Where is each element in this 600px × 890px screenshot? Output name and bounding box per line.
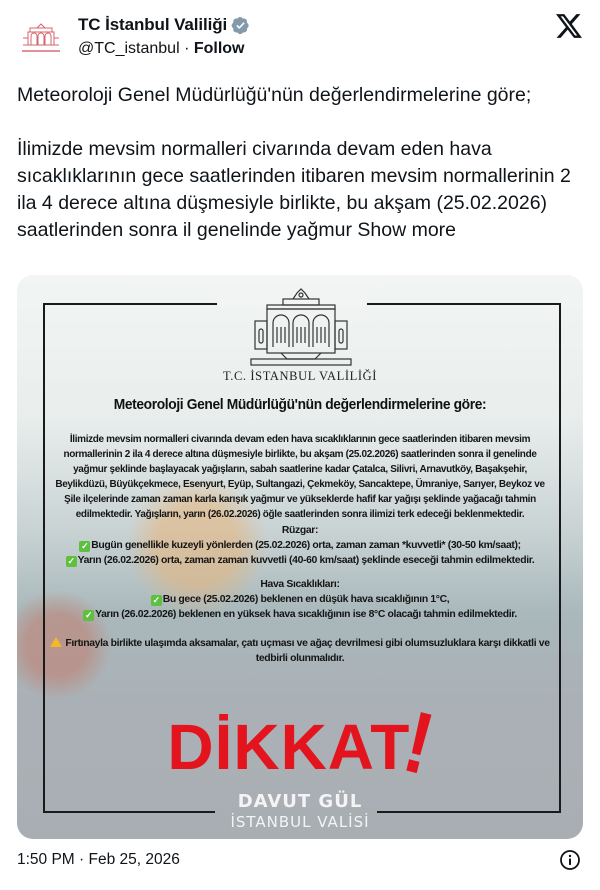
governorship-building-emblem-icon [231, 281, 371, 371]
emblem-label: T.C. İSTANBUL VALİLİĞİ [222, 369, 378, 383]
temperature-section [45, 577, 555, 622]
wind-item [45, 538, 555, 553]
temperature-item-text: Bu gece (25.02.2026) beklenen en düşük hava sıcaklığının 1°C, [162, 594, 450, 605]
exclamation-mark: ! [395, 692, 445, 795]
tweet-text [17, 82, 587, 244]
alert-word: DİKKAT [167, 711, 411, 783]
display-name-row [78, 15, 250, 35]
alert-heading [17, 692, 583, 795]
tweet-footer [17, 849, 583, 871]
display-name[interactable]: TC İstanbul Valiliği [78, 15, 228, 34]
avatar[interactable] [17, 14, 65, 62]
follow-button[interactable]: Follow [193, 40, 245, 57]
temperature-heading: Hava Sıcaklıkları: [260, 579, 340, 590]
tweet-body-text: İlimizde mevsim normalleri civarında devam eden hava sıcaklıklarının gece saatlerinden itibaren mevsim normallerinin 2 ila 4 derece altına düşmesiyle birlikte, bu akşam (25.02.2026) saatlerinden sonra il genelinde yağmur [17, 138, 571, 241]
handle-row [78, 40, 245, 58]
signer-title: İSTANBUL VALİSİ [230, 813, 370, 831]
tweet-text-line-1: Meteoroloji Genel Müdürlüğü'nün değerlendirmelerine göre; [17, 84, 532, 106]
x-logo-icon[interactable] [556, 14, 582, 38]
istanbul-governorship-emblem-icon [17, 14, 65, 62]
verified-badge-icon [231, 16, 250, 35]
info-circle-icon[interactable] [559, 849, 581, 871]
check-icon: ✓ [81, 541, 89, 551]
warning-text: Fırtınayla birlikte ulaşımda aksamalar, çatı uçması ve ağaç devrilmesi gibi olumsuzluklara karşı dikkatli ve tedbirli olunmalıdır. [65, 638, 550, 664]
wind-heading: Rüzgar: [281, 525, 319, 536]
show-more-link[interactable]: Show more [357, 219, 457, 241]
wind-item-text: Bugün genellikle kuzeyli yönlerden (25.02.2026) orta, zaman zaman *kuvvetli* (30-50 km/saat); [91, 540, 521, 551]
separator: · [179, 40, 194, 57]
poster-body [45, 432, 555, 666]
temperature-item [45, 607, 555, 622]
check-icon: ✓ [84, 610, 93, 620]
poster-title: Meteoroloji Genel Müdürlüğü'nün değerlendirmelerine göre: [113, 396, 487, 413]
timestamp-link[interactable]: 1:50 PM · Feb 25, 2026 [17, 851, 180, 868]
temperature-item [45, 592, 555, 607]
warning-triangle-icon [50, 637, 62, 647]
warning-note [45, 636, 555, 666]
wind-item [45, 553, 555, 568]
tweet-header [0, 0, 600, 70]
check-icon: ✓ [67, 556, 75, 566]
user-handle[interactable]: @TC_istanbul [78, 40, 180, 57]
tweet-text-line-2 [17, 136, 587, 244]
wind-item-text: Yarın (26.02.2026) orta, zaman zaman kuvvetli (40-60 km/saat) şeklinde eseceği tahmin edilmektedir. [77, 555, 535, 566]
tweet-media-image[interactable] [17, 275, 583, 839]
temperature-item-text: Yarın (26.02.2026) beklenen en yüksek hava sıcaklığının ise 8°C olacağı tahmin edilmektedir. [95, 609, 517, 620]
wind-section [45, 523, 555, 568]
check-icon: ✓ [152, 595, 160, 605]
signer-name: DAVUT GÜL [237, 791, 363, 812]
poster-intro: İlimizde mevsim normalleri civarında devam eden hava sıcaklıklarının gece saatlerinden itibaren mevsim normallerinin 2 ila 4 derece altına düşmesiyle birlikte, bu akşam (25.02.2026) saatlerinden sonra il genelinde yağmur şeklinde başlayacak yağışların, sabah saatlerine kadar Çatalca, Silivri, Arnavutköy, Başakşehir, Beylikdüzü, Büyükçekmece, Esenyurt, Eyüp, Sultangazi, Çekmeköy, Sancaktepe, Ümraniye, Sarıyer, Beykoz ve Şile ilçelerinde zaman zaman karla karışık yağmur ve yükseklerde hafif kar yağışı şeklinde yağacağı tahmin edilmektedir. Yağışların, yarın (26.02.2026) öğle saatlerinden sonra ilimizi terk edeceği beklenmektedir. [55, 434, 545, 520]
